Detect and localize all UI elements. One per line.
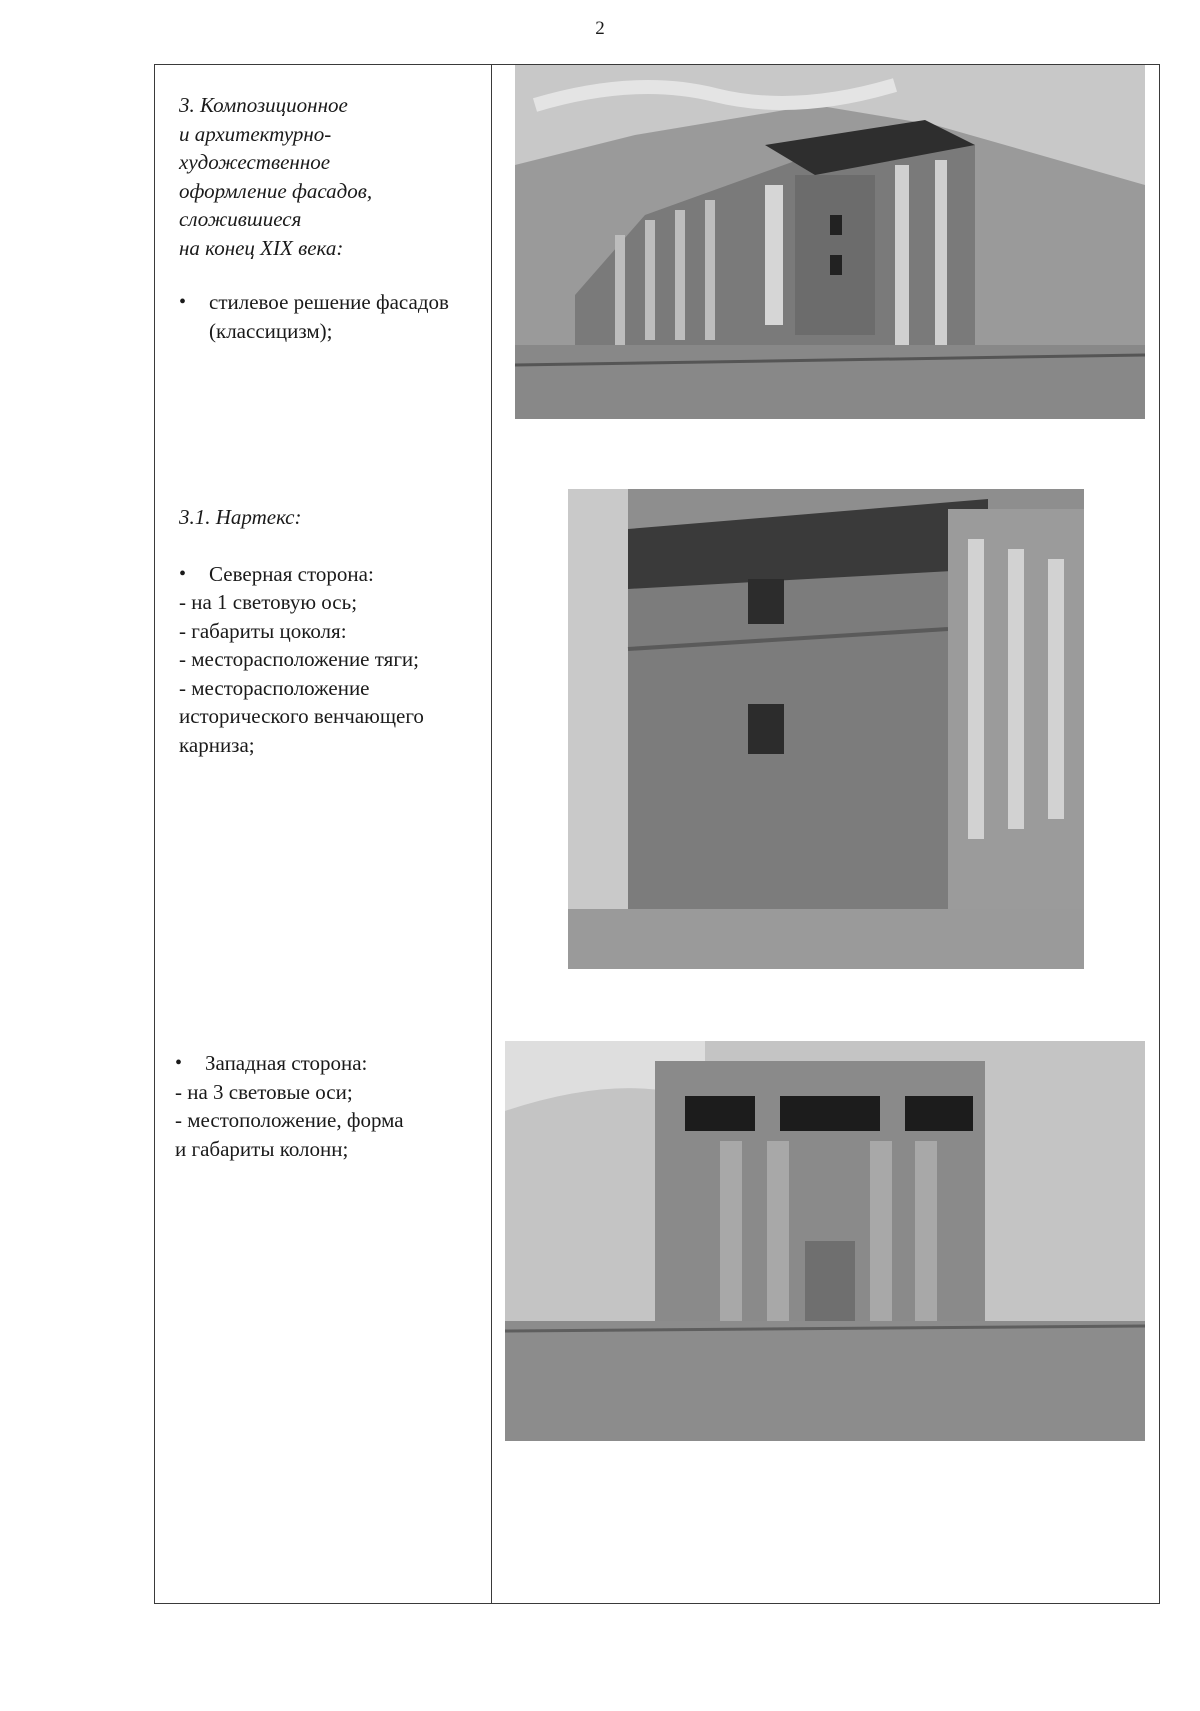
west-photo-graphic <box>505 1041 1145 1441</box>
west-side-bullet <box>175 1049 475 1078</box>
building-photo-graphic <box>515 65 1145 419</box>
building-general-view-photo <box>515 65 1145 419</box>
narthex-north-side-photo <box>568 489 1084 969</box>
style-bullet <box>179 288 479 345</box>
list-item: - габариты цоколя: <box>179 618 347 643</box>
list-item: - месторасположение тяги; <box>179 647 420 671</box>
section-3-heading <box>179 91 479 262</box>
bullet-icon: • <box>179 291 187 313</box>
list-item: и габариты колонн; <box>175 1136 349 1161</box>
bullet-text: стилевое решение фасадов (классицизм); <box>209 290 449 343</box>
list-item: - местоположение, форма <box>175 1108 404 1132</box>
heading-line: на конец XIX века: <box>179 235 344 260</box>
list-item: - месторасположение <box>179 675 370 700</box>
narthex-west-side-photo <box>505 1041 1145 1441</box>
bullet-icon: • <box>175 1052 183 1074</box>
section-3-1-heading: 3.1. Нартекс: <box>179 505 302 529</box>
north-photo-graphic <box>568 489 1084 969</box>
column-divider <box>491 64 492 1604</box>
north-side-bullet <box>179 560 479 589</box>
heading-line: художественное <box>179 150 331 174</box>
section-3-1-text <box>179 503 479 759</box>
page-number: 2 <box>595 18 605 39</box>
list-item: - на 1 световую ось; <box>179 590 358 614</box>
list-item: исторического венчающего <box>179 704 424 728</box>
heading-line: сложившиеся <box>179 207 302 231</box>
bullet-text: Западная сторона: <box>205 1051 368 1075</box>
west-side-text <box>175 1049 475 1163</box>
bullet-icon: • <box>179 562 187 585</box>
bullet-text: Северная сторона: <box>209 561 374 586</box>
section-3-text <box>179 91 479 345</box>
document-table <box>154 64 1160 1604</box>
list-item: - на 3 световые оси; <box>175 1079 353 1104</box>
heading-line: 3. Композиционное <box>179 93 348 117</box>
heading-line: и архитектурно- <box>179 121 332 146</box>
list-item: карниза; <box>179 732 255 757</box>
heading-line: оформление фасадов, <box>179 178 373 203</box>
